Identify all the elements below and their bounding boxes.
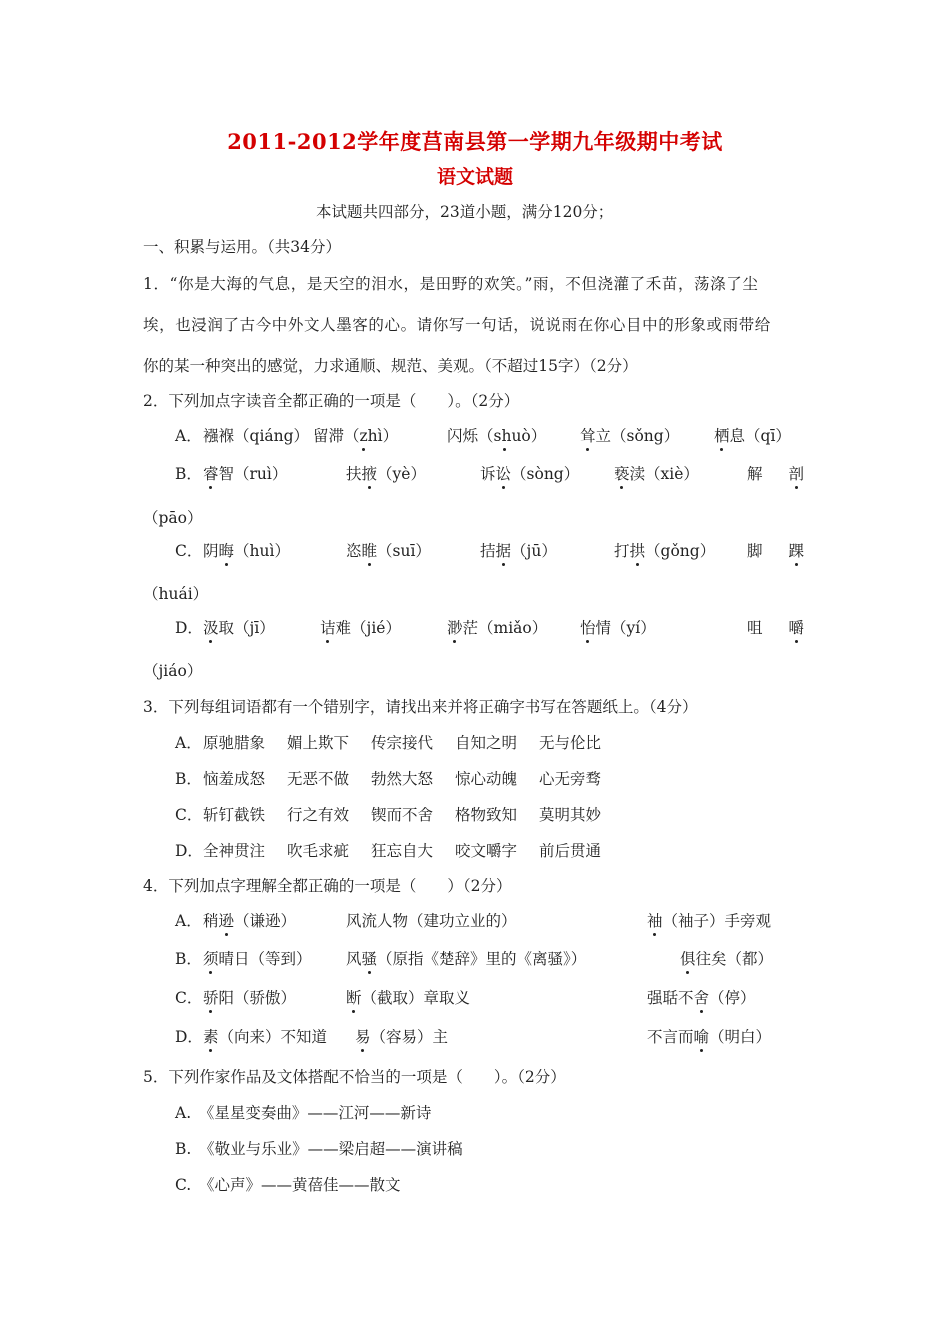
option-label: A．: [175, 912, 202, 930]
exam-intro: 本试题共四部分，23道小题，满分120分；: [316, 203, 614, 221]
q2-b-word-1: 睿智（ruì）: [203, 462, 287, 484]
q2-d-word-2: 诘难（jié）: [320, 616, 401, 638]
q4-c-item-1: 骄阳（骄傲）: [203, 986, 296, 1008]
q2-b-word-5: 解 剖: [747, 462, 804, 484]
q1-line-1: 1．“你是大海的气息，是天空的泪水，是田野的欢笑。”雨，不但浇灌了禾苗，荡涤了尘: [143, 275, 759, 293]
option-label: C．: [175, 989, 203, 1007]
q3-word: 前后贯通: [539, 842, 602, 860]
q4-d-item-1: 素（向来）不知道: [203, 1025, 327, 1047]
q2-b-word-3: 诉讼（sòng）: [480, 462, 579, 484]
q2-b-word-5-pinyin: （pāo）: [143, 509, 203, 527]
q4-c-item-3: 强聒不舍（停）: [647, 986, 756, 1008]
q2-c-word-5: 脚 踝: [747, 539, 804, 561]
q5-stem: 5．下列作家作品及文体搭配不恰当的一项是（ ）。（2分）: [143, 1068, 566, 1086]
q4-d-item-2: 易（容易）主: [355, 1025, 448, 1047]
q2-c-word-2: 恣睢（suī）: [346, 539, 431, 561]
q4-c-item-2: 断（截取）章取义: [346, 986, 470, 1008]
option-label: B．: [175, 465, 202, 483]
q3-word: 莫明其妙: [539, 806, 602, 824]
q3-word: 行之有效: [287, 806, 350, 824]
q3-word: 惊心动魄: [455, 770, 518, 788]
emphasis-dot: 滞（zhì）: [329, 424, 399, 446]
q2-d-word-4: 怡情（yí）: [580, 616, 656, 638]
q4-b-item-1: 须晴日（等到）: [203, 947, 312, 969]
q1-line-3: 你的某一种突出的感觉，力求通顺、规范、美观。（不超过15字）（2分）: [143, 357, 638, 375]
q1-line-2: 埃，也浸润了古今中外文人墨客的心。请你写一句话，说说雨在你心目中的形象或雨带给: [143, 316, 771, 334]
q5-option-c: C. 《心声》——黄蓓佳——散文: [175, 1176, 401, 1194]
q2-d-word-1: 汲取（jī）: [203, 616, 275, 638]
q2-c-word-1: 阴晦（huì）: [203, 539, 290, 561]
q2-stem: 2．下列加点字读音全都正确的一项是（ ）。（2分）: [143, 392, 520, 410]
q3-word: 狂忘自大: [371, 842, 434, 860]
q2-a-word-1: 襁褓（qiáng）: [203, 427, 310, 445]
q3-word: 媚上欺下: [287, 734, 350, 752]
q5-option-b: B. 《敬业与乐业》——梁启超——演讲稿: [175, 1140, 463, 1158]
exam-title: 2011-2012学年度莒南县第一学期九年级期中考试: [227, 129, 723, 154]
q3-word: 原驰腊象: [203, 734, 266, 752]
q3-word: 格物致知: [455, 806, 518, 824]
q4-b-item-3: 俱往矣（都）: [680, 947, 773, 969]
q3-word: 无恶不做: [287, 770, 350, 788]
q4-a-item-3: 袖（袖子）手旁观: [647, 909, 771, 931]
q2-a-word-5: 栖息（qī）: [714, 424, 791, 446]
q4-a-item-2: 风流人物（建功立业的）: [346, 912, 517, 930]
q3-word: 心无旁骛: [539, 770, 602, 788]
option-label: B．: [175, 950, 202, 968]
option-label: D．: [175, 842, 203, 860]
q2-a-word-4: 耸立（sǒng）: [580, 424, 679, 446]
q4-a-item-1: 稍逊（谦逊）: [203, 909, 296, 931]
q2-c-word-4: 打拱（gǒng）: [614, 539, 715, 561]
exam-subtitle: 语文试题: [436, 166, 513, 188]
q3-word: 斩钉截铁: [203, 806, 266, 824]
q2-c-word-5-pinyin: （huái）: [143, 585, 209, 603]
q2-b-word-2: 扶掖（yè）: [346, 462, 426, 484]
q3-word: 锲而不舍: [371, 806, 434, 824]
q3-word: 传宗接代: [371, 734, 434, 752]
q4-stem: 4．下列加点字理解全都正确的一项是（ ）（2分）: [143, 877, 512, 895]
q3-word: 咬文嚼字: [455, 842, 518, 860]
q3-word: 吹毛求疵: [287, 842, 350, 860]
q2-c-word-3: 拮据（jū）: [480, 539, 557, 561]
q3-word: 勃然大怒: [371, 770, 434, 788]
q2-a-word-3: 闪烁（shuò）: [447, 424, 546, 446]
option-label: C．: [175, 806, 203, 824]
q2-b-word-4: 亵渎（xiè）: [614, 462, 699, 484]
q2-a-word-2: 留滞（zhì）: [313, 424, 398, 446]
option-label: C．: [175, 542, 203, 560]
q3-word: 无与伦比: [539, 734, 602, 752]
q2-d-word-5-pinyin: （jiáo）: [143, 662, 203, 680]
q2-d-word-3: 渺茫（miǎo）: [447, 616, 547, 638]
q3-stem: 3．下列每组词语都有一个错别字，请找出来并将正确字书写在答题纸上。（4分）: [143, 698, 698, 716]
option-label: D．: [175, 619, 203, 637]
option-label: A．: [175, 734, 202, 752]
option-label: D．: [175, 1028, 203, 1046]
option-label: B．: [175, 770, 202, 788]
q4-d-item-3: 不言而喻（明白）: [647, 1025, 771, 1047]
q4-b-item-2: 风骚（原指《楚辞》里的《离骚》）: [346, 947, 586, 969]
q3-word: 自知之明: [455, 734, 518, 752]
option-label: A．: [175, 427, 202, 445]
q3-word: 恼羞成怒: [203, 770, 266, 788]
section-heading: 一、积累与运用。（共34分）: [143, 238, 341, 256]
q5-option-a: A. 《星星变奏曲》——江河——新诗: [175, 1104, 432, 1122]
q2-d-word-5: 咀 嚼: [747, 616, 804, 638]
q3-word: 全神贯注: [203, 842, 266, 860]
